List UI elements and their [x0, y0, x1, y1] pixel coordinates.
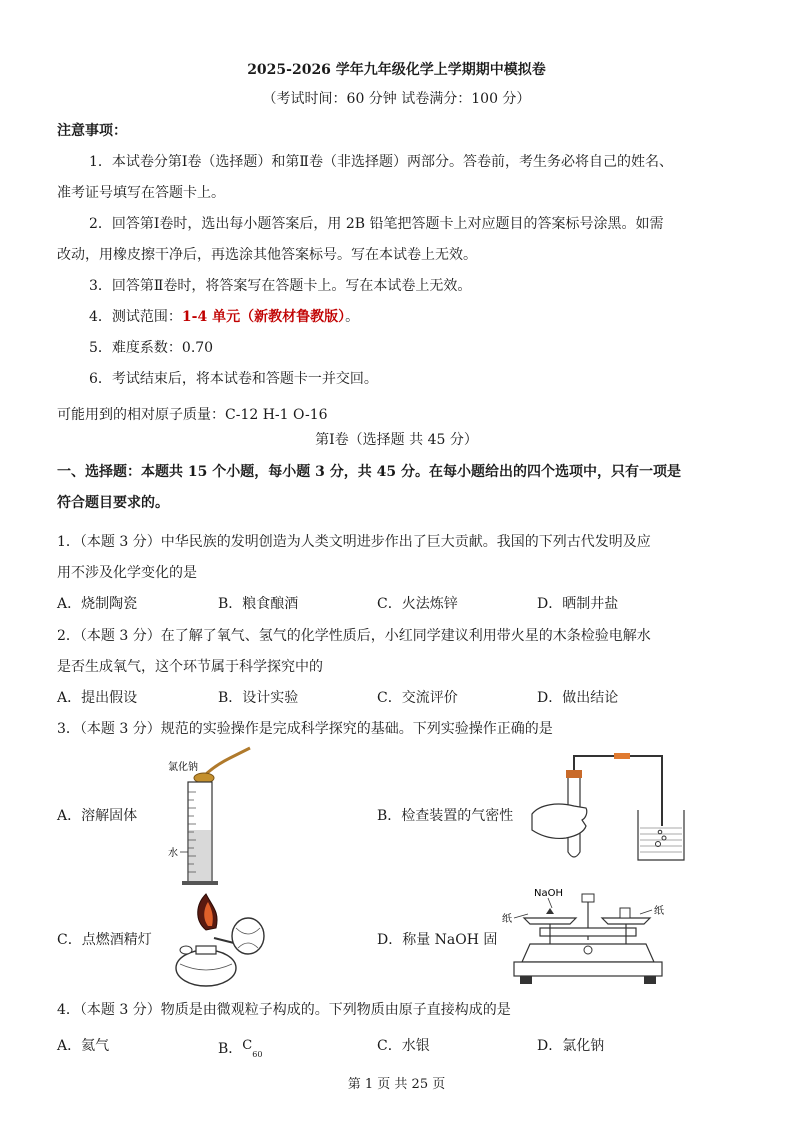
notice-item-5: 5．难度系数：0.70 [89, 340, 214, 356]
notice-item-3: 3．回答第Ⅱ卷时，将答案写在答题卡上。写在本试卷上无效。 [89, 278, 472, 294]
cylinder-dissolving-figure [160, 748, 260, 888]
question-3-option-c[interactable]: C．点燃酒精灯 [57, 932, 152, 948]
notice-item-4 [89, 307, 359, 327]
notice-item-6: 6．考试结束后，将本试卷和答题卡一并交回。 [89, 371, 378, 387]
question-4-option-b[interactable] [218, 1036, 262, 1065]
question-3-option-b[interactable]: B．检查装置的气密性 [377, 808, 514, 824]
question-1-option-b[interactable]: B．粮食酿酒 [218, 596, 299, 612]
question-1-option-c[interactable]: C．火法炼锌 [377, 596, 458, 612]
question-1-option-a[interactable]: A．烧制陶瓷 [57, 596, 138, 612]
question-3-option-d[interactable]: D．称量 NaOH 固 [377, 932, 498, 948]
notice-item-4-suffix: 。 [345, 309, 360, 325]
question-2-option-a[interactable]: A．提出假设 [57, 690, 138, 706]
paper-right-label: 纸 [654, 906, 664, 917]
notice-item-4-prefix: 4．测试范围： [89, 309, 182, 325]
notice-item-2: 2．回答第Ⅰ卷时，选出每小题答案后，用 2B 铅笔把答题卡上对应题目的答案标号涂黑。如需 [89, 216, 664, 232]
notice-item-1-cont: 准考证号填写在答题卡上。 [57, 185, 225, 201]
nacl-label: 氯化钠 [168, 762, 198, 773]
question-1-stem: 1．（本题 3 分）中华民族的发明创造为人类文明进步作出了巨大贡献。我国的下列古代发明及应 [57, 534, 651, 550]
question-2-option-c[interactable]: C．交流评价 [377, 690, 458, 706]
section-instructions: 一、选择题：本题共 15 个小题，每小题 3 分，共 45 分。在每小题给出的四个选项中，只有一项是 [57, 464, 681, 480]
airtightness-figure [530, 752, 690, 867]
question-4-option-d[interactable]: D．氯化钠 [537, 1038, 605, 1054]
c60-subscript: 60 [252, 1049, 263, 1059]
question-1-stem-cont: 用不涉及化学变化的是 [57, 565, 197, 581]
water-label: 水 [168, 848, 178, 859]
alcohol-lamp-figure [158, 890, 273, 990]
exam-info: （考试时间：60 分钟 试卷满分：100 分） [262, 91, 531, 107]
atomic-mass-line: 可能用到的相对原子质量：C-12 H-1 O-16 [57, 407, 328, 423]
notice-item-2-cont: 改动，用橡皮擦干净后，再选涂其他答案标号。写在本试卷上无效。 [57, 247, 477, 263]
section-instructions-cont: 符合题目要求的。 [57, 495, 169, 511]
question-4-option-a[interactable]: A．氦气 [57, 1038, 110, 1054]
naoh-label: NaOH [534, 888, 563, 899]
question-2-option-d[interactable]: D．做出结论 [537, 690, 619, 706]
c60-formula: C [242, 1038, 253, 1053]
question-2-option-b[interactable]: B．设计实验 [218, 690, 299, 706]
question-4-option-b-prefix: B． [218, 1041, 243, 1057]
question-3-option-a[interactable]: A．溶解固体 [57, 808, 138, 824]
page-title: 2025-2026 学年九年级化学上学期期中模拟卷 [247, 62, 546, 78]
test-scope: 1-4 单元（新教材鲁教版） [181, 309, 346, 325]
question-4-stem: 4．（本题 3 分）物质是由微观粒子构成的。下列物质由原子直接构成的是 [57, 1002, 511, 1018]
balance-figure [500, 884, 675, 992]
notice-heading: 注意事项： [57, 123, 127, 139]
question-2-stem: 2．（本题 3 分）在了解了氧气、氢气的化学性质后，小红同学建议利用带火星的木条检验电解水 [57, 628, 651, 644]
question-4-option-c[interactable]: C．水银 [377, 1038, 430, 1054]
paper-left-label: 纸 [502, 914, 512, 925]
notice-item-1: 1．本试卷分第Ⅰ卷（选择题）和第Ⅱ卷（非选择题）两部分。答卷前，考生务必将自己的姓名、 [89, 154, 673, 170]
question-2-stem-cont: 是否生成氧气，这个环节属于科学探究中的 [57, 659, 323, 675]
question-3-stem: 3．（本题 3 分）规范的实验操作是完成科学探究的基础。下列实验操作正确的是 [57, 721, 553, 737]
section-title: 第Ⅰ卷（选择题 共 45 分） [315, 432, 478, 448]
question-1-option-d[interactable]: D．晒制井盐 [537, 596, 619, 612]
page-footer: 第 1 页 共 25 页 [347, 1077, 446, 1092]
